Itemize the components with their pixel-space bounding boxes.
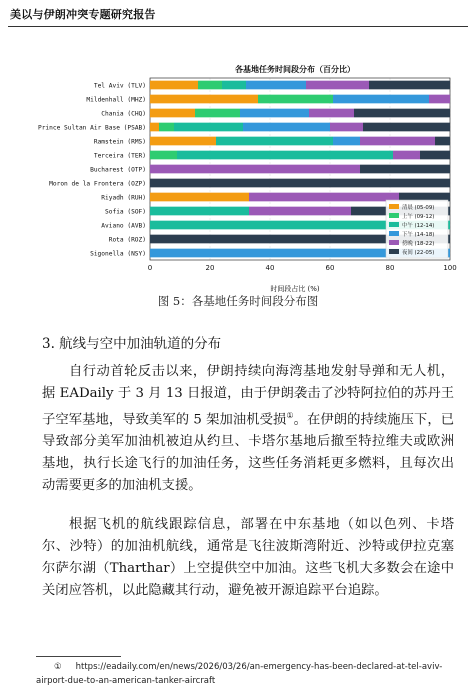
y-category-label: Tel Aviv (TLV) [93,82,146,90]
bar-segment [429,95,450,104]
bar-segment [150,123,159,132]
bar-segment [258,95,333,104]
bar-segment [249,193,399,202]
footnote-marker: ① [54,662,62,672]
footnote [36,660,456,688]
y-category-label: Aviano (AVB) [101,222,146,230]
header-divider [8,26,468,27]
bar-segment [150,95,258,104]
report-header-title: 美以与伊朗冲突专题研究报告 [10,8,156,21]
y-category-label: Sigonella (NSY) [90,250,146,258]
y-category-label: Rota (ROZ) [108,236,146,244]
footnote-link-text[interactable]: https://eadaily.com/en/news/2026/03/26/an-emergency-has-been-declared-at-tel-aviv-airport-due-to-an-american-tanker-aircraft [36,662,443,686]
bar-segment [249,207,351,216]
bar-segment [333,95,429,104]
y-category-label: Mildenhall (MHZ) [86,96,146,104]
bar-segment [216,137,333,146]
y-category-label: Terceira (TER) [93,152,146,160]
legend-swatch [389,249,399,254]
bar-segment [150,137,216,146]
chart-title: 各基地任务时间段分布（百分比） [235,65,355,74]
bar-segment [150,165,360,174]
bar-segment [360,137,435,146]
bar-segment [150,151,177,160]
bar-segment [306,81,369,90]
bar-segment [393,151,420,160]
legend-swatch [389,231,399,236]
chart-x-axis-label: 时间段占比 (%) [270,285,320,293]
bar-segment [150,81,198,90]
section-heading: 3. 航线与空中加油轨道的分布 [42,336,222,352]
bar-segment [333,137,360,146]
x-tick-label: 40 [265,264,275,272]
y-category-label: Sofia (SOF) [105,208,146,216]
paragraph-1-text-start: 自行动首轮反击以来，伊朗持续向海湾基地发射导弹和无人机，据 EADaily 于 3 月 13 日报道，由于伊朗袭击了沙特阿拉伯的苏丹王子空军基地，导致美军的 5 架加油机受损 [42,364,454,428]
bar-segment [177,151,393,160]
bar-segment [195,109,240,118]
y-category-label: Bucharest (OTP) [90,166,146,174]
x-tick-label: 20 [205,264,215,272]
bar-segment [243,123,330,132]
legend-entry: 清晨 (05-09) [402,205,435,211]
paragraph-1 [42,361,454,497]
figure-caption: 图 5：各基地任务时间段分布图 [157,294,319,308]
legend-entry: 中午 (12-14) [402,223,435,229]
bar-segment [309,109,354,118]
bar-segment [174,123,243,132]
legend-entry: 上午 (09-12) [402,214,435,220]
x-tick-label: 0 [147,264,153,272]
legend-entry: 夜间 (22-05) [402,250,435,256]
bar-segment [222,81,246,90]
bar-segment [198,81,222,90]
legend-entry: 下午 (14-18) [402,232,435,238]
bar-segment [246,81,306,90]
legend-entry: 傍晚 (18-22) [402,241,435,247]
x-tick-label: 60 [325,264,335,272]
y-category-label: Moron de la Frontera (OZP) [49,180,146,188]
bar-segment [150,207,249,216]
bar-segment [150,193,249,202]
bar-segment [360,165,450,174]
bar-segment [150,179,450,188]
footnote-reference: ① [286,411,294,420]
bar-segment [159,123,174,132]
y-category-label: Riyadh (RUH) [101,194,146,202]
bar-segment [369,81,450,90]
mission-time-distribution-chart [30,62,460,294]
footnote-divider [36,656,121,657]
y-category-label: Ramstein (RMS) [93,138,146,146]
chart-plot-area [38,78,457,272]
bar-segment [150,109,195,118]
legend-swatch [389,213,399,218]
bar-segment [240,109,309,118]
y-category-label: Chania (CHQ) [101,110,146,118]
bar-segment [363,123,450,132]
legend-swatch [389,204,399,209]
bar-segment [420,151,450,160]
paragraph-1-text-end: 。在伊朗的持续施压下，已导致部分美军加油机被迫从约旦、卡塔尔基地后撤至特拉维夫或欧洲基地，执行长途飞行的加油任务，这些任务消耗更多燃料，且每次出动需要更多的加油机支援。 [42,412,455,494]
x-tick-label: 100 [443,264,457,272]
paragraph-2: 根据飞机的航线跟踪信息，部署在中东基地（如以色列、卡塔尔、沙特）的加油机航线，通常是飞往波斯湾附近、沙特或伊拉克塞尔萨尔湖（Tharthar）上空提供空中加油。这些飞机大多数会在途中关闭应答机，以此隐藏其行动，避免被开源追踪平台追踪。 [42,517,454,598]
legend-swatch [389,240,399,245]
x-tick-label: 80 [385,264,395,272]
bar-segment [435,137,450,146]
bar-segment [354,109,450,118]
y-category-label: Prince Sultan Air Base (PSAB) [37,124,146,132]
legend-swatch [389,222,399,227]
bar-segment [330,123,363,132]
